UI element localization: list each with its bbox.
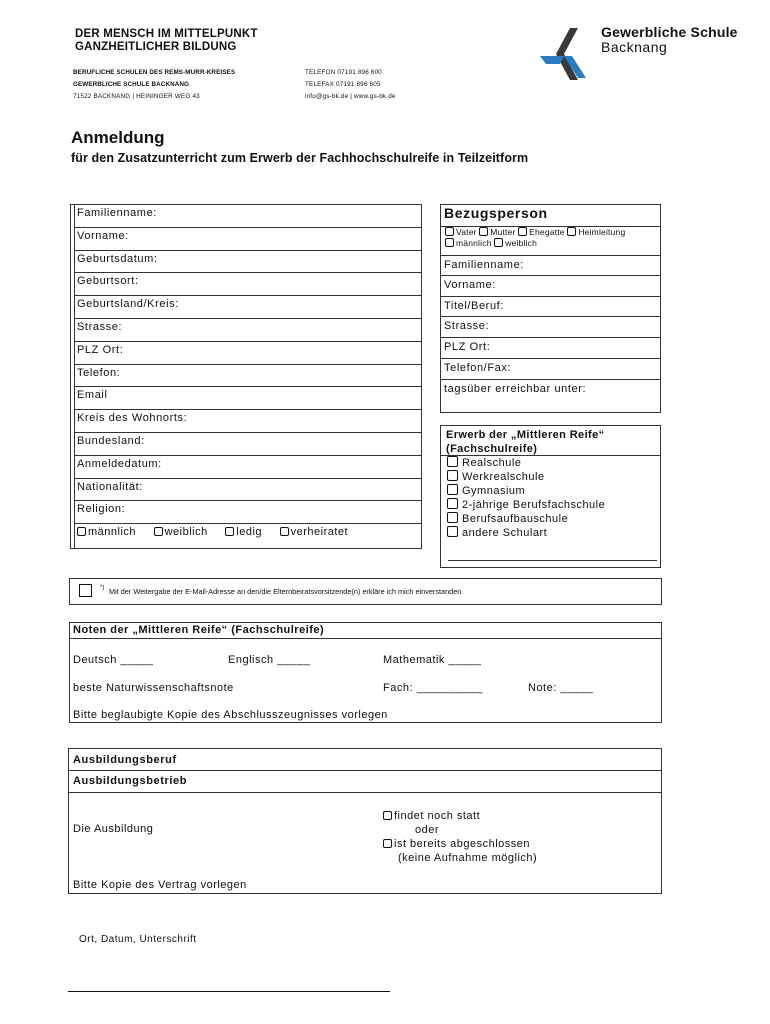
checkbox-icon <box>479 227 488 236</box>
school-type-option[interactable] <box>447 470 605 484</box>
ausbildung-label: Die Ausbildung <box>73 823 154 835</box>
checkbox-icon <box>154 527 163 536</box>
field-label: PLZ Ort: <box>444 341 491 354</box>
consent-checkbox[interactable] <box>79 584 92 597</box>
other-school-line <box>448 560 657 561</box>
divider <box>70 638 661 639</box>
checkbox-icon <box>445 227 454 236</box>
option-maennlich[interactable]: männlich <box>445 238 492 248</box>
student-field-row[interactable] <box>74 456 421 479</box>
bezugsperson-field-row[interactable] <box>441 338 660 359</box>
option-label: andere Schulart <box>462 527 548 539</box>
checkbox-icon <box>447 498 458 509</box>
checkbox-icon <box>447 512 458 523</box>
field-label: Titel/Beruf: <box>444 299 504 312</box>
student-field-row[interactable] <box>74 319 421 342</box>
field-label: Familienname: <box>444 259 524 271</box>
checkbox-icon <box>447 470 458 481</box>
school-name-line-1: Gewerbliche Schule <box>601 24 738 40</box>
option-weiblich[interactable]: weiblich <box>154 526 208 538</box>
field-label: Vorname: <box>77 229 129 242</box>
bezugsperson-table <box>440 204 661 413</box>
checkbox-icon <box>494 238 503 247</box>
field-label: Vorname: <box>444 278 496 291</box>
school-type-option[interactable] <box>447 456 605 470</box>
student-field-row[interactable] <box>74 365 421 388</box>
school-logo-icon <box>538 26 598 84</box>
field-label: Familienname: <box>77 207 157 219</box>
bezugsperson-field-row[interactable] <box>441 359 660 380</box>
deutsch-field[interactable]: Deutsch _____ <box>73 654 154 666</box>
consent-marker: *) <box>100 585 105 591</box>
field-label: Geburtsort: <box>77 275 139 288</box>
naturwiss-label: beste Naturwissenschaftsnote <box>73 682 234 694</box>
option-label: Berufsaufbauschule <box>462 513 569 525</box>
no-admission-note: (keine Aufnahme möglich) <box>398 852 538 864</box>
ausbildung-box <box>68 748 662 894</box>
field-label: Geburtsdatum: <box>77 252 158 265</box>
option-mutter[interactable]: Mutter <box>479 227 515 237</box>
school-type-option[interactable] <box>447 484 605 498</box>
consent-text: Mit der Weitergabe der E-Mail-Adresse an den/die Elternbeiratsvorsitzende(n) erkläre ich mich einverstanden. <box>109 587 464 596</box>
checkbox-icon <box>383 811 392 820</box>
bezugsperson-field-row[interactable] <box>441 380 660 401</box>
option-abgeschlossen[interactable]: ist bereits abgeschlossen <box>383 837 537 851</box>
contact-fax: TELEFAX 07191 896 605 <box>305 81 381 88</box>
mathematik-field[interactable]: Mathematik _____ <box>383 654 482 666</box>
ausbildungsbetrieb-field[interactable]: Ausbildungsbetrieb <box>73 775 188 787</box>
consent-box <box>69 578 662 605</box>
mittlere-reife-title: Erwerb der „Mittleren Reife“ (Fachschulreife) <box>446 429 605 455</box>
noten-box <box>69 622 662 723</box>
student-field-row[interactable] <box>74 205 421 228</box>
checkbox-icon <box>280 527 289 536</box>
student-field-row[interactable] <box>74 387 421 410</box>
field-label: Strasse: <box>77 321 123 333</box>
relation-options <box>445 227 625 249</box>
option-label: Werkrealschule <box>462 471 545 483</box>
slogan-line-2: GANZHEITLICHER BILDUNG <box>75 41 237 53</box>
option-ehegatte[interactable]: Ehegatte <box>518 227 565 237</box>
checkbox-icon <box>445 238 454 247</box>
fach-field[interactable]: Fach: __________ <box>383 682 483 694</box>
field-label: Geburtsland/Kreis: <box>77 298 179 311</box>
field-label: Religion: <box>77 503 126 516</box>
note-field[interactable]: Note: _____ <box>528 682 594 694</box>
field-label: PLZ Ort: <box>77 343 124 356</box>
field-label: Strasse: <box>444 320 490 333</box>
checkbox-icon <box>383 839 392 848</box>
contact-web: info@gs-bk.de | www.gs-bk.de <box>305 93 396 100</box>
option-label: 2-jährige Berufsfachschule <box>462 499 606 511</box>
page-subtitle: für den Zusatzunterricht zum Erwerb der Fachhochschulreife in Teilzeitform <box>71 151 529 165</box>
school-type-option[interactable] <box>447 512 605 526</box>
student-field-row[interactable] <box>74 251 421 274</box>
bezugsperson-field-row[interactable] <box>441 255 660 276</box>
divider <box>69 792 661 793</box>
noten-hint: Bitte beglaubigte Kopie des Abschlusszeugnisses vorlegen <box>73 709 388 721</box>
option-weiblich[interactable]: weiblich <box>494 238 537 248</box>
slogan-line-1: DER MENSCH IM MITTELPUNKT <box>75 28 258 40</box>
student-options-row <box>77 526 348 538</box>
bezugsperson-field-row[interactable] <box>441 317 660 338</box>
field-label: Nationalität: <box>77 480 143 493</box>
student-field-row[interactable] <box>74 273 421 296</box>
englisch-field[interactable]: Englisch _____ <box>228 654 311 666</box>
student-field-row[interactable] <box>74 433 421 456</box>
student-field-row[interactable] <box>74 479 421 502</box>
field-label: Telefon/Fax: <box>444 362 512 374</box>
checkbox-icon <box>518 227 527 236</box>
checkbox-icon <box>447 526 458 537</box>
ausbildung-hint: Bitte Kopie des Vertrag vorlegen <box>73 879 247 891</box>
field-label: Email <box>77 389 108 402</box>
checkbox-icon <box>77 527 86 536</box>
ausbildungsberuf-field[interactable]: Ausbildungsberuf <box>73 754 177 766</box>
checkbox-icon <box>447 484 458 495</box>
option-verheiratet[interactable]: verheiratet <box>280 526 348 538</box>
option-label: Gymnasium <box>462 485 526 497</box>
divider <box>69 770 661 771</box>
field-label: tagsüber erreichbar unter: <box>444 382 587 395</box>
school-type-option[interactable] <box>447 498 605 512</box>
school-type-option[interactable] <box>447 526 605 540</box>
address-line-1: BERUFLICHE SCHULEN DES REMS-MURR-KREISES <box>73 69 236 76</box>
student-field-row[interactable] <box>74 342 421 365</box>
option-label: Realschule <box>462 457 522 469</box>
student-field-row[interactable] <box>74 228 421 251</box>
student-field-row[interactable] <box>74 410 421 433</box>
bezugsperson-field-row[interactable] <box>441 297 660 318</box>
signature-label: Ort, Datum, Unterschrift <box>79 934 197 945</box>
option-maennlich[interactable]: männlich <box>77 526 136 538</box>
student-field-row[interactable] <box>74 296 421 319</box>
address-line-2: GEWERBLICHE SCHULE BACKNANG <box>73 81 190 88</box>
option-heimleitung[interactable]: Heimleitung <box>567 227 625 237</box>
field-label: Telefon: <box>77 366 121 379</box>
oder-label: oder <box>415 824 440 836</box>
field-label: Anmeldedatum: <box>77 457 162 470</box>
contact-phone: TELEFON 07191 896 600 <box>305 69 383 76</box>
bezugsperson-title: Bezugsperson <box>444 205 548 221</box>
school-name-line-2: Backnang <box>601 39 668 55</box>
ausbildung-status <box>383 809 537 865</box>
option-findet-statt[interactable]: findet noch statt <box>383 809 537 823</box>
checkbox-icon <box>225 527 234 536</box>
address-line-3: 71522 BACKNANG | HEININGER WEG 43 <box>73 93 200 100</box>
field-label: Bundesland: <box>77 435 145 447</box>
field-label: Kreis des Wohnorts: <box>77 412 188 425</box>
bezugsperson-field-row[interactable] <box>441 276 660 297</box>
student-field-row[interactable] <box>74 501 421 524</box>
checkbox-icon <box>447 456 458 467</box>
noten-title: Noten der „Mittleren Reife“ (Fachschulreife) <box>73 624 325 636</box>
signature-line[interactable] <box>68 991 390 992</box>
option-vater[interactable]: Vater <box>445 227 477 237</box>
checkbox-icon <box>567 227 576 236</box>
mittlere-reife-box <box>440 425 661 568</box>
student-table <box>70 204 422 549</box>
page-title: Anmeldung <box>71 128 165 147</box>
option-ledig[interactable]: ledig <box>225 526 262 538</box>
